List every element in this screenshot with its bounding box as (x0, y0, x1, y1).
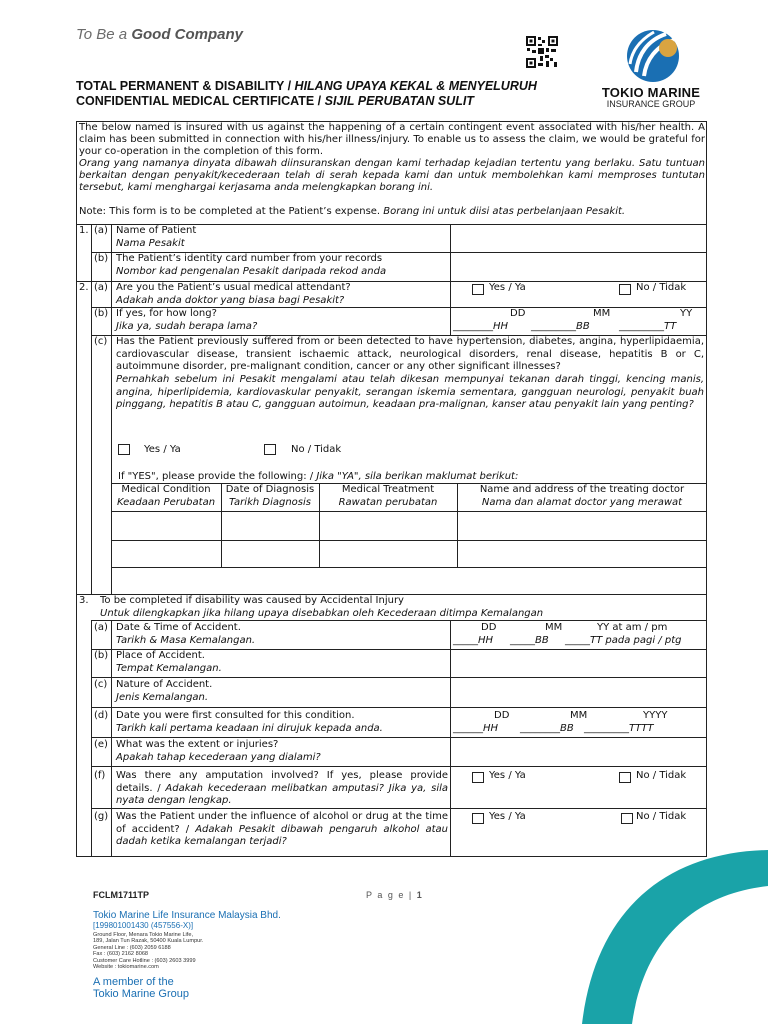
q3d-dd-label: DD (494, 710, 510, 721)
q1a-label: Name of Patient (116, 225, 197, 236)
q3f-no-checkbox[interactable] (619, 772, 631, 783)
company-name: Tokio Marine Life Insurance Malaysia Bhd. [199801001430 (457556-X)] (93, 910, 281, 930)
q2a-yes-label: Yes / Ya (489, 282, 526, 293)
q2c-no-label: No / Tidak (291, 444, 342, 455)
q2c-letter: (c) (94, 336, 108, 347)
q1b-label: The Patient’s identity card number from your records (116, 253, 383, 264)
logo-subtitle: INSURANCE GROUP (606, 99, 696, 109)
q3d-bb-field[interactable]: ________BB (520, 723, 574, 734)
q2a-no-label: No / Tidak (636, 282, 687, 293)
company-tagline: To Be a Good Company (76, 26, 243, 43)
row-divider (91, 766, 707, 767)
q3a-tt-field[interactable]: _____TT pada pagi / ptg (565, 635, 682, 646)
q2b-letter: (b) (94, 308, 109, 319)
q2b-label: If yes, for how long? (116, 308, 217, 319)
q3f-yes-label: Yes / Ya (489, 770, 526, 781)
q1a-letter: (a) (94, 225, 108, 236)
q3a-hh-field[interactable]: _____HH (453, 635, 494, 646)
injury-extent-field[interactable] (451, 738, 706, 766)
q2b-hh-field[interactable]: ________HH (453, 321, 509, 332)
q3f-yes-checkbox[interactable] (472, 772, 484, 783)
logo-name: TOKIO MARINE (601, 85, 701, 100)
table-divider (111, 540, 707, 541)
q2c-question: Has the Patient previously suffered from or been detected to have hypertension, diabetes, angina, hyperlipidaemia, cardiovascular disease, transient ischaemic attack, neurological disorders, renal disease, hepatitis B or C, autoimmune disorder, pre-malignant condition, cancer or any other significant illnesses? (116, 336, 704, 372)
page-number: P a g e | 1 (366, 890, 424, 900)
q3d-hh-field[interactable]: ______HH (453, 723, 499, 734)
q3a-bb-field[interactable]: _____BB (510, 635, 549, 646)
section-1-number: 1. (79, 225, 89, 236)
page-title: TOTAL PERMANENT & DISABILITY / HILANG UPAYA KEKAL & MENYELURUH CONFIDENTIAL MEDICAL CERTIFICATE / SIJIL PERUBATAN SULIT (76, 79, 537, 108)
q3c-label: Nature of Accident. (116, 679, 213, 690)
q3a-yy-ampm-label: YY at am / pm (597, 622, 668, 633)
row-divider (91, 707, 707, 708)
q3e-label-my: Apakah tahap kecederaan yang dialami? (116, 752, 321, 763)
accident-place-field[interactable] (451, 650, 706, 677)
q3e-letter: (e) (94, 739, 108, 750)
q3g-no-checkbox[interactable] (621, 813, 633, 824)
q2b-yy-label: YY (680, 308, 693, 319)
q3a-letter: (a) (94, 622, 108, 633)
q3e-label: What was the extent or injuries? (116, 739, 279, 750)
letter-column-divider (111, 224, 112, 594)
q1a-label-my: Nama Pesakit (116, 238, 185, 249)
num-column-divider (91, 620, 92, 857)
q2b-mm-label: MM (593, 308, 611, 319)
q3f-letter: (f) (94, 770, 106, 781)
q3b-label-my: Tempat Kemalangan. (116, 663, 222, 674)
q3b-label: Place of Accident. (116, 650, 205, 661)
section-3-number: 3. (79, 595, 89, 606)
q2c-yes-checkbox[interactable] (118, 444, 130, 455)
q1b-letter: (b) (94, 253, 109, 264)
q3b-letter: (b) (94, 650, 109, 661)
q2b-dd-label: DD (510, 308, 526, 319)
letter-column-divider (111, 620, 112, 857)
q3d-label: Date you were first consulted for this condition. (116, 710, 355, 721)
section-2-number: 2. (79, 282, 89, 293)
q2a-yes-checkbox[interactable] (472, 284, 484, 295)
row-divider (91, 808, 707, 809)
q3c-letter: (c) (94, 679, 108, 690)
q2b-bb-field[interactable]: _________BB (531, 321, 590, 332)
q2a-letter: (a) (94, 282, 108, 293)
intro-text: The below named is insured with us against the happening of a certain contingent event associated with his/her health. A claim has been submitted in connection with his/her illness/injury. To enable us to assess the claim, we would be grateful for your co-operation in the completion of this form. Orang yang namanya dinyata dibawah diinsuranskan dengan kami terhadap kejadian tertentu yang berlaku. Satu tuntuan berkaitan dengan penyakit/kecederaan telah di serah kepada kami dan untuk membolehkan kami memproses tuntutan tersebut, kami menghargai kerjasama anda melengkapkan borang ini. Note: This form is to be completed at the Patient’s expense. Borang ini untuk diisi atas perbelanjaan Pesakit. (79, 122, 705, 217)
tokio-marine-logo-icon (618, 28, 688, 84)
decorative-swoosh-icon (520, 846, 768, 1024)
form-code: FCLM1711TP (93, 890, 150, 900)
patient-name-field[interactable] (451, 225, 706, 252)
q3g-yes-checkbox[interactable] (472, 813, 484, 824)
q3g-letter: (g) (94, 811, 109, 822)
q1b-label-my: Nombor kad pengenalan Pesakit daripada rekod anda (116, 266, 387, 277)
section-3-heading: To be completed if disability was caused by Accidental Injury (100, 595, 404, 606)
col-date-of-diagnosis: Date of Diagnosis Tarikh Diagnosis (225, 484, 315, 508)
q2c-question-my: Pernahkah sebelum ini Pesakit mengalami atau telah dikesan mempunyai tekanan darah tinggi, kencing manis, angina, hiperlipidemia, kardiovaskular penyakit, serangan iskemia sementara, gangguan neurologi, penyakit buah pinggang, hepatitis B atau C, gangguan autoimun, keadaan pra-malignan, kanser atau penyakit lain yang penting? (116, 374, 704, 410)
q3g-no-label: No / Tidak (636, 811, 687, 822)
q2a-label: Are you the Patient’s usual medical attendant? (116, 282, 351, 293)
q3d-label-my: Tarikh kali pertama keadaan ini dirujuk kepada anda. (116, 723, 383, 734)
table-divider (111, 567, 707, 568)
q2b-tt-field[interactable]: _________TT (619, 321, 677, 332)
q2c-no-checkbox[interactable] (264, 444, 276, 455)
q3f-no-label: No / Tidak (636, 770, 687, 781)
col-treating-doctor: Name and address of the treating doctor Nama dan alamat doctor yang merawat (479, 484, 685, 508)
company-address: Ground Floor, Menara Tokio Marine Life, 189, Jalan Tun Razak, 50400 Kuala Lumpur. General Line : (603) 2059 6188 Fax : (603) 2162 8068 Customer Care Hotline : (603) 2603 3999 Website : tokiomarine.com (93, 932, 204, 971)
q3d-letter: (d) (94, 710, 109, 721)
table-divider (111, 511, 707, 512)
q2a-label-my: Adakah anda doktor yang biasa bagi Pesakit? (116, 295, 345, 306)
q3g-yes-label: Yes / Ya (489, 811, 526, 822)
q3a-label-my: Tarikh & Masa Kemalangan. (116, 635, 256, 646)
q2b-label-my: Jika ya, sudah berapa lama? (116, 321, 258, 332)
q3a-dd-label: DD (481, 622, 497, 633)
num-column-divider (91, 224, 92, 594)
col-medical-condition: Medical Condition Keadaan Perubatan (116, 484, 216, 508)
q3g-question: Was the Patient under the influence of alcohol or drug at the time of accident? / Adakah Pesakit dibawah pengaruh alkohol atau dadah ketika kemalangan terjadi? (116, 811, 448, 847)
q3d-mm-label: MM (570, 710, 588, 721)
q3a-label: Date & Time of Accident. (116, 622, 241, 633)
q3d-tttt-field[interactable]: _________TTTT (584, 723, 654, 734)
q2c-yes-label: Yes / Ya (144, 444, 181, 455)
q3a-mm-label: MM (545, 622, 563, 633)
q3d-yyyy-label: YYYY (643, 710, 668, 721)
col-medical-treatment: Medical Treatment Rawatan perubatan (338, 484, 438, 508)
patient-ic-field[interactable] (451, 253, 706, 281)
q2c-if-yes-instruction: If "YES", please provide the following: / Jika "YA", sila berikan maklumat berikut: (118, 471, 519, 482)
q3c-label-my: Jenis Kemalangan. (116, 692, 209, 703)
group-member-note: A member of the Tokio Marine Group (93, 976, 189, 1000)
q2a-no-checkbox[interactable] (619, 284, 631, 295)
accident-nature-field[interactable] (451, 678, 706, 707)
q3f-question: Was there any amputation involved? If yes, please provide details. / Adakah kecederaan melibatkan amputasi? Jika ya, sila nyata dengan lengkap. (116, 770, 448, 806)
section-3-heading-my: Untuk dilengkapkan jika hilang upaya disebabkan oleh Kecederaan ditimpa Kemalangan (100, 608, 544, 619)
qr-code-icon (526, 36, 558, 68)
